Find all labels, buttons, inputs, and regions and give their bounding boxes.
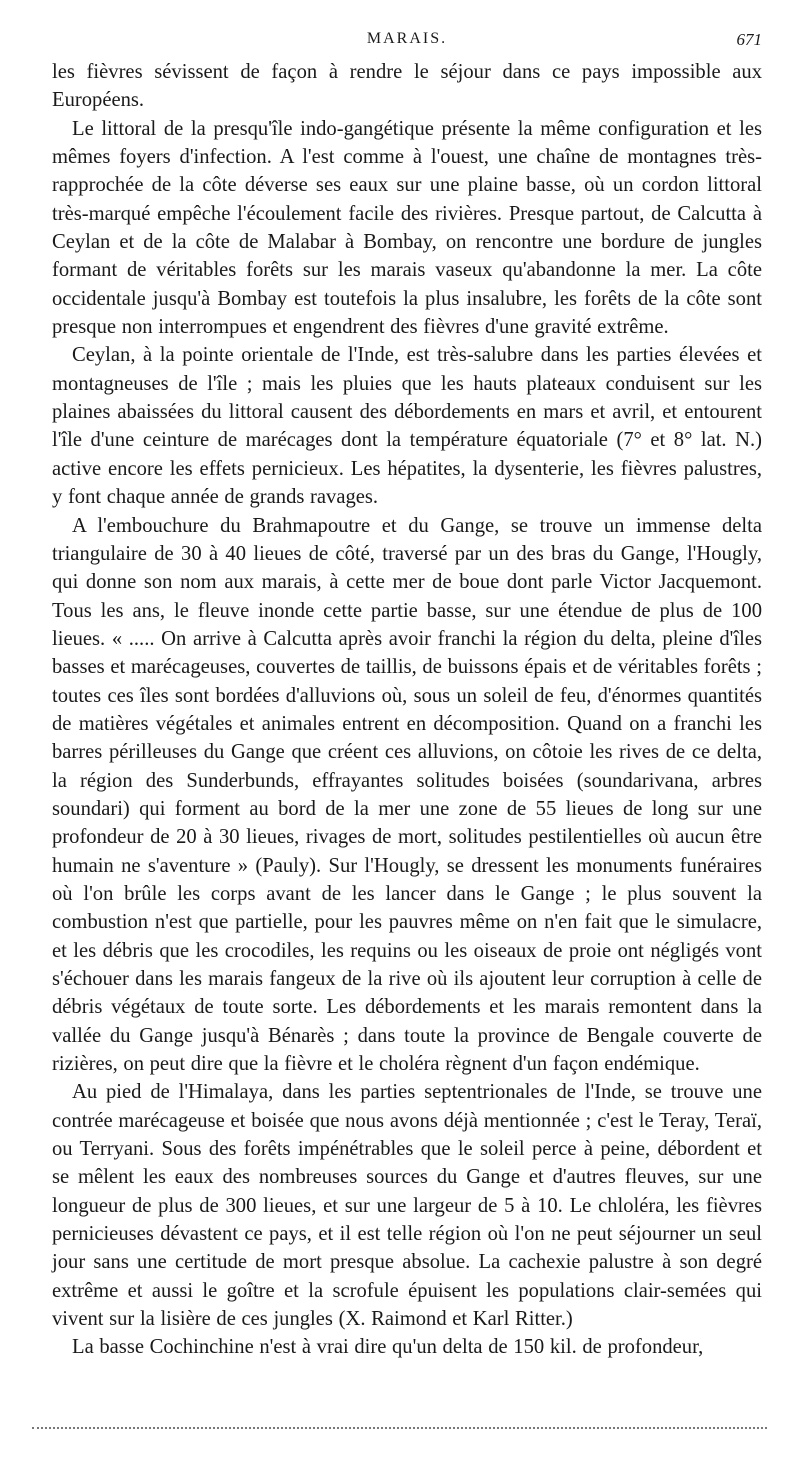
- footer-dotted-rule: [32, 1427, 767, 1429]
- book-page: [52, 28, 762, 1362]
- running-title: MARAIS.: [366, 30, 448, 47]
- body-text: [52, 58, 762, 1362]
- paragraph-4: A l'embouchure du Brahmapoutre et du Gange, se trouve un immense delta triangulaire de 30 à 40 lieues de côté, traversé par un des bras du Gange, l'Hougly, qui donne son nom aux marais, à cette mer de boue dont parle Victor Jacquemont. Tous les ans, le fleuve inonde cette partie basse, sur une étendue de plus de 100 lieues. « ..... On arrive à Calcutta après avoir franchi la région du delta, pleine d'îles basses et marécageuses, couvertes de taillis, de buissons épais et de véritables forêts ; toutes ces îles sont bordées d'alluvions où, sous un soleil de feu, d'énormes quantités de matières végétales et animales entrent en décomposition. Quand on a franchi les barres périlleuses du Gange que créent ces alluvions, on côtoie les rives de ce delta, la région des Sunderbunds, effrayantes solitudes boisées (soundarivana, arbres soundari) qui forment au bord de la mer une zone de 55 lieues de long sur une profondeur de 20 à 30 lieues, rivages de mort, solitudes pestilentielles où aucun être humain ne s'aventure » (Pauly). Sur l'Hougly, se dressent les monuments funéraires où l'on brûle les corps avant de les lancer dans le Gange ; le plus souvent la combustion n'est que partielle, pour les pauvres même on n'en fait que le simulacre, et les débris que les crocodiles, les requins ou les oiseaux de proie ont négligés vont s'échouer dans les marais fangeux de la rive où ils ajoutent leur corruption à celle de débris végétaux de toute sorte. Les débordements et les marais remontent dans la vallée du Gange jusqu'à Bénarès ; dans toute la province de Bengale couverte de rizières, on peut dire que la fièvre et le choléra règnent d'un façon endémique.: [52, 514, 762, 1076]
- running-header: [52, 28, 762, 58]
- page-number: 671: [736, 30, 762, 49]
- paragraph-1: les fièvres sévissent de façon à rendre le séjour dans ce pays impossible aux Européens.: [52, 61, 762, 112]
- paragraph-5: Au pied de l'Himalaya, dans les parties septentrionales de l'Inde, se trouve une contrée marécageuse et boisée que nous avons déjà mentionnée ; c'est le Teray, Teraï, ou Terryani. Sous des forêts impénétrables que le soleil perce à peine, débordent et se mêlent les eaux des nombreuses sources du Gange et d'autres fleuves, sur une longueur de plus de 300 lieues, et sur une largeur de 5 à 10. Le chloléra, les fièvres pernicieuses dévastent ce pays, et il est telle région où l'on ne peut séjourner un seul jour sans une certitude de mort presque absolue. La cachexie palustre à son degré extrême et aussi le goître et la scrofule épuisent les populations clair-semées qui vivent sur la lisière de ces jungles (X. Raimond et Karl Ritter.): [52, 1081, 762, 1331]
- paragraph-6: La basse Cochinchine n'est à vrai dire qu'un delta de 150 kil. de profondeur,: [72, 1336, 704, 1359]
- paragraph-2: Le littoral de la presqu'île indo-gangétique présente la même configuration et les mêmes foyers d'infection. A l'est comme à l'ouest, une chaîne de montagnes très-rapprochée de la côte déverse ses eaux sur une plaine basse, où un cordon littoral très-marqué empêche l'écoulement facile des rivières. Presque partout, de Calcutta à Ceylan et de la côte de Malabar à Bombay, on rencontre une bordure de jungles formant de véritables forêts sur les marais vaseux qu'abandonne la mer. La côte occidentale jusqu'à Bombay est toutefois la plus insalubre, les forêts de la côte sont presque non interrompues et engendrent des fièvres d'une gravité extrême.: [52, 117, 762, 339]
- paragraph-3: Ceylan, à la pointe orientale de l'Inde, est très-salubre dans les parties élevées et montagneuses de l'île ; mais les pluies que les hauts plateaux conduisent sur les plaines abaissées du littoral causent des débordements en mars et avril, et entourent l'île d'une ceinture de marécages dont la température équatoriale (7° et 8° lat. N.) active encore les effets pernicieux. Les hépatites, la dysenterie, les fièvres palustres, y font chaque année de grands ravages.: [52, 344, 762, 509]
